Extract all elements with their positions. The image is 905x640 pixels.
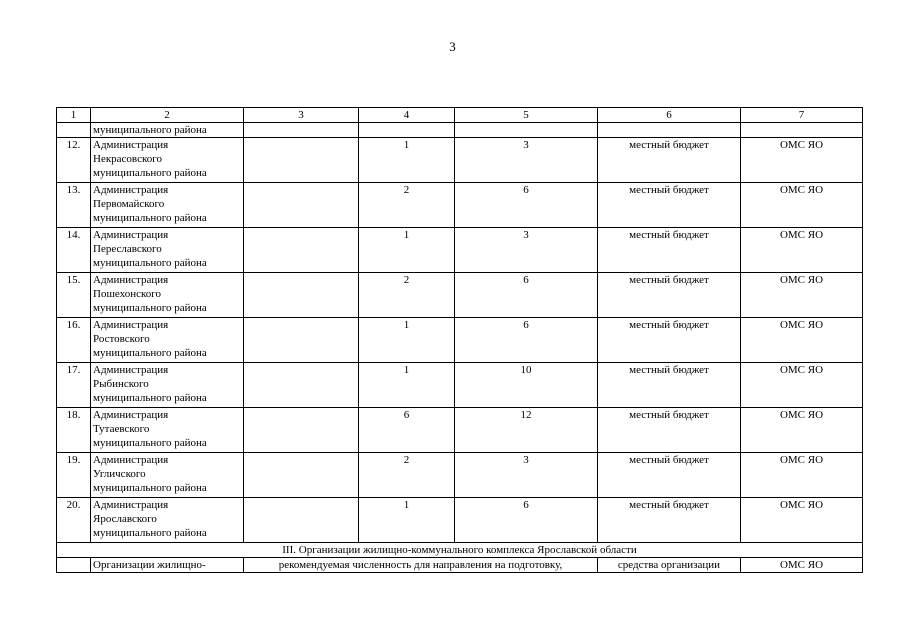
funding-source-cell: местный бюджет: [598, 318, 741, 363]
executor-cell: ОМС ЯО: [741, 183, 863, 228]
row-number: 19.: [57, 453, 91, 498]
funding-source-cell: местный бюджет: [598, 273, 741, 318]
funding-source-cell: [598, 123, 741, 138]
row-number: 15.: [57, 273, 91, 318]
table-row: [57, 138, 863, 183]
header-row: [57, 108, 863, 123]
organization-name-line: муниципального района: [93, 437, 207, 449]
section-heading: III. Организации жилищно-коммунального комплекса Ярославской области: [57, 543, 863, 558]
organization-name: Организации жилищно-: [91, 558, 244, 573]
executor-cell: ОМС ЯО: [741, 363, 863, 408]
col5-cell: 12: [455, 408, 598, 453]
organization-name-line: Администрация: [93, 454, 169, 466]
funding-source-cell: средства организации: [598, 558, 741, 573]
col3-cell: [244, 363, 359, 408]
row-number: 16.: [57, 318, 91, 363]
row-number: 20.: [57, 498, 91, 543]
organization-name-line: Ростовского: [93, 333, 150, 345]
executor-cell: ОМС ЯО: [741, 408, 863, 453]
organization-name-line: Администрация: [93, 184, 169, 196]
col5-cell: 3: [455, 228, 598, 273]
col4-cell: 1: [359, 318, 455, 363]
executor-cell: ОМС ЯО: [741, 498, 863, 543]
header-cell-7: 7: [741, 108, 863, 123]
funding-source-cell: местный бюджет: [598, 453, 741, 498]
organization-name: [91, 363, 244, 408]
row-number: [57, 123, 91, 138]
organization-name-line: Администрация: [93, 364, 169, 376]
organization-name: [91, 318, 244, 363]
executor-cell: ОМС ЯО: [741, 228, 863, 273]
col3-cell: [244, 498, 359, 543]
organization-name-line: муниципального района: [93, 257, 207, 269]
col4-cell: 1: [359, 363, 455, 408]
organization-name-line: муниципального района: [93, 167, 207, 179]
funding-source-cell: местный бюджет: [598, 408, 741, 453]
row-number: 18.: [57, 408, 91, 453]
col4-cell: 2: [359, 453, 455, 498]
organization-name: [91, 498, 244, 543]
organization-name-line: Переславского: [93, 243, 162, 255]
col3-cell: [244, 123, 359, 138]
col5-cell: 3: [455, 453, 598, 498]
funding-source-cell: местный бюджет: [598, 363, 741, 408]
col4-cell: [359, 123, 455, 138]
funding-source-cell: местный бюджет: [598, 183, 741, 228]
table-row: [57, 273, 863, 318]
organization-name-line: Администрация: [93, 319, 169, 331]
col3-cell: [244, 138, 359, 183]
organization-name: [91, 228, 244, 273]
executor-cell: ОМС ЯО: [741, 318, 863, 363]
col4-cell: 1: [359, 498, 455, 543]
col3-cell: [244, 273, 359, 318]
col4-cell: 1: [359, 138, 455, 183]
table-row: [57, 363, 863, 408]
organization-name-line: муниципального района: [93, 527, 207, 539]
executor-cell: ОМС ЯО: [741, 453, 863, 498]
col3-cell: [244, 228, 359, 273]
col5-cell: 3: [455, 138, 598, 183]
funding-source-cell: местный бюджет: [598, 498, 741, 543]
table-row: [57, 453, 863, 498]
organization-name-line: Администрация: [93, 409, 169, 421]
col5-cell: [455, 123, 598, 138]
col4-cell: 1: [359, 228, 455, 273]
organization-name-line: муниципального района: [93, 302, 207, 314]
funding-source-cell: местный бюджет: [598, 228, 741, 273]
header-cell-1: 1: [57, 108, 91, 123]
col5-cell: 6: [455, 273, 598, 318]
organization-name-line: Ярославского: [93, 513, 157, 525]
header-cell-3: 3: [244, 108, 359, 123]
col4-cell: 2: [359, 183, 455, 228]
table-row: [57, 408, 863, 453]
organization-name-line: Первомайского: [93, 198, 165, 210]
row-number: 13.: [57, 183, 91, 228]
header-cell-5: 5: [455, 108, 598, 123]
organization-name-line: муниципального района: [93, 482, 207, 494]
col4-cell: 2: [359, 273, 455, 318]
col5-cell: 6: [455, 498, 598, 543]
col5-cell: 6: [455, 183, 598, 228]
col5-cell: 10: [455, 363, 598, 408]
table-row: [57, 228, 863, 273]
page-number: 3: [449, 39, 456, 54]
table-row: [57, 123, 863, 138]
organization-name: [91, 183, 244, 228]
table-row: [57, 498, 863, 543]
organization-name-line: муниципального района: [93, 392, 207, 404]
header-cell-2: 2: [91, 108, 244, 123]
plan-table: [56, 107, 863, 573]
row-number: 14.: [57, 228, 91, 273]
col3-cell: [244, 318, 359, 363]
organization-name-line: Администрация: [93, 229, 169, 241]
section-heading-row: [57, 543, 863, 558]
col3-cell: [244, 183, 359, 228]
funding-source-cell: местный бюджет: [598, 138, 741, 183]
table-row: [57, 318, 863, 363]
executor-cell: ОМС ЯО: [741, 273, 863, 318]
organization-name-line: Некрасовского: [93, 153, 162, 165]
header-cell-6: 6: [598, 108, 741, 123]
col3-cell: [244, 453, 359, 498]
organization-name-line: Администрация: [93, 139, 169, 151]
organization-name-line: муниципального района: [93, 212, 207, 224]
organization-name: [91, 123, 244, 138]
col5-cell: 6: [455, 318, 598, 363]
row-number: 12.: [57, 138, 91, 183]
organization-name-line: Администрация: [93, 274, 169, 286]
header-cell-4: 4: [359, 108, 455, 123]
col4-cell: 6: [359, 408, 455, 453]
organization-name-line: Рыбинского: [93, 378, 149, 390]
organization-name: [91, 453, 244, 498]
organization-name-line: Пошехонского: [93, 288, 162, 300]
table-row: [57, 183, 863, 228]
table-row: [57, 558, 863, 573]
organization-name-line: муниципального района: [93, 347, 207, 359]
organization-name-line: Тутаевского: [93, 423, 150, 435]
executor-cell: [741, 123, 863, 138]
organization-name-line: муниципального района: [93, 124, 207, 136]
organization-name-line: Администрация: [93, 499, 169, 511]
organization-name: [91, 138, 244, 183]
executor-cell: ОМС ЯО: [741, 558, 863, 573]
row-number: [57, 558, 91, 573]
organization-name: [91, 273, 244, 318]
col3-cell: [244, 408, 359, 453]
organization-name: [91, 408, 244, 453]
row-number: 17.: [57, 363, 91, 408]
executor-cell: ОМС ЯО: [741, 138, 863, 183]
merged-description-cell: рекомендуемая численность для направления на подготовку,: [244, 558, 598, 573]
organization-name-line: Угличского: [93, 468, 146, 480]
